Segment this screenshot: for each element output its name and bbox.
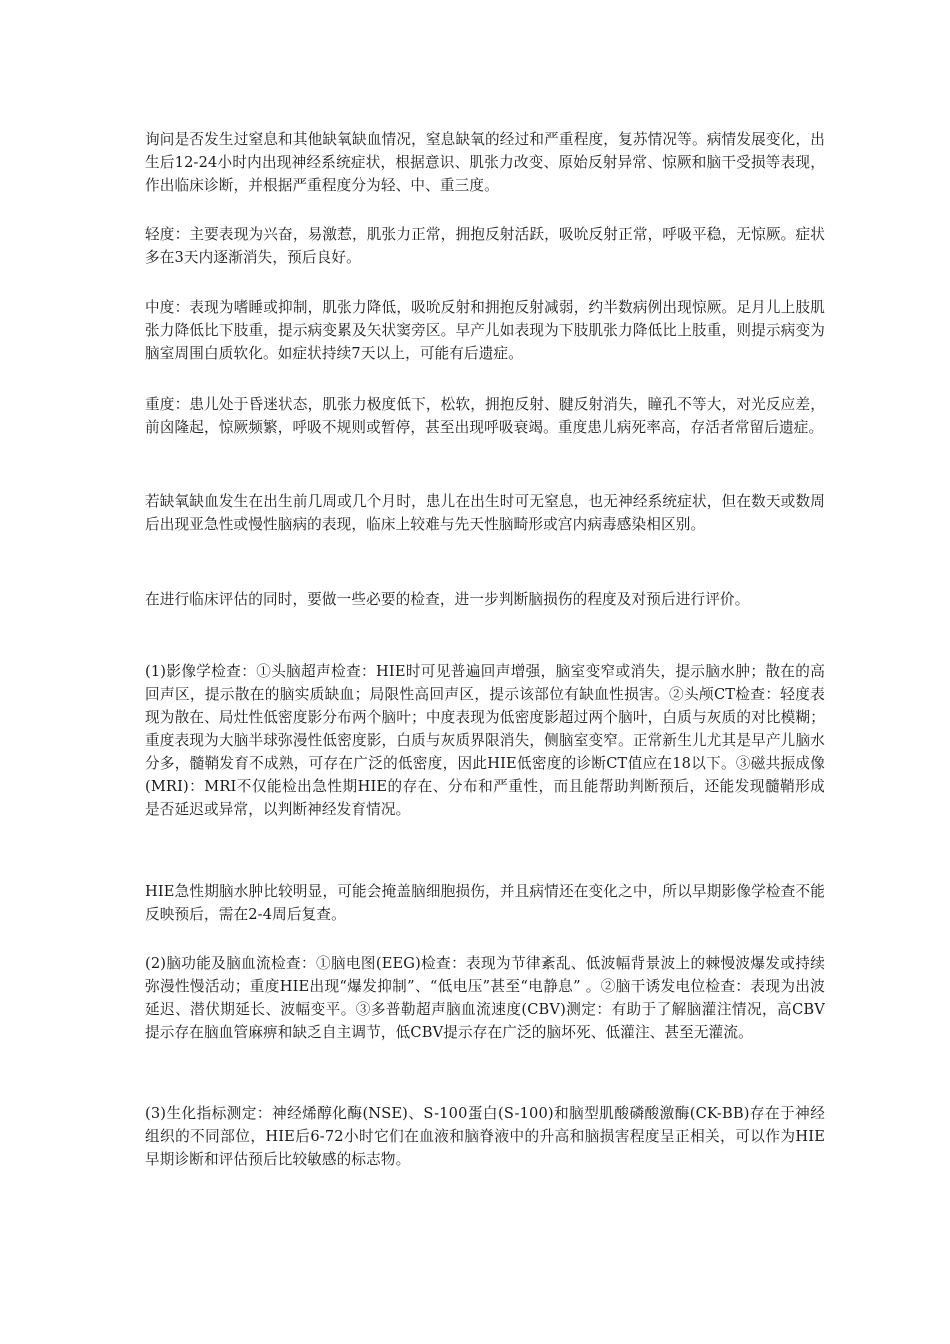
paragraph-mild-grade: 轻度：主要表现为兴奋，易激惹，肌张力正常，拥抱反射活跃，吸吮反射正常，呼吸平稳，无惊厥。症状多在3天内逐渐消失，预后良好。 (145, 226, 825, 266)
paragraph-brain-function-exam: (2)脑功能及脑血流检查：①脑电图(EEG)检查：表现为节律紊乱、低波幅背景波上的棘慢波爆发或持续弥漫性慢活动；重度HIE出现“爆发抑制”、“低电压”甚至“电静息” 。②脑干诱发电位检查：表现为出波延迟、潜伏期延长、波幅变平。③多普勒超声脑血流速度(CBV)测定：有助于了解脑灌注情况，高CBV提示存在脑血管麻痹和缺乏自主调节，低CBV提示存在广泛的脑坏死、低灌注、甚至无灌流。 (145, 955, 825, 1041)
paragraph-severe-grade: 重度：患儿处于昏迷状态，肌张力极度低下，松软，拥抱反射、腱反射消失，瞳孔不等大，对光反应差，前囟隆起，惊厥频繁，呼吸不规则或暂停，甚至出现呼吸衰竭。重度患儿病死率高，存活者常留后遗症。 (145, 396, 825, 436)
paragraph-history-inquiry: 询问是否发生过窒息和其他缺氧缺血情况，窒息缺氧的经过和严重程度，复苏情况等。病情发展变化，出生后12-24小时内出现神经系统症状，根据意识、肌张力改变、原始反射异常、惊厥和脑干受损等表现，作出临床诊断，并根据严重程度分为轻、中、重三度。 (145, 131, 825, 194)
paragraph-acute-edema: HIE急性期脑水肿比较明显，可能会掩盖脑细胞损伤，并且病情还在变化之中，所以早期影像学检查不能反映预后，需在2-4周后复查。 (145, 883, 825, 923)
paragraph-imaging-exam: (1)影像学检查：①头脑超声检查：HIE时可见普遍回声增强，脑室变窄或消失，提示脑水肿；散在的高回声区，提示散在的脑实质缺血；局限性高回声区，提示该部位有缺血性损害。②头颅CT检查：轻度表现为散在、局灶性低密度影分布两个脑叶；中度表现为低密度影超过两个脑叶，白质与灰质的对比模糊；重度表现为大脑半球弥漫性低密度影，白质与灰质界限消失，侧脑室变窄。正常新生儿尤其是早产儿脑水分多，髓鞘发育不成熟，可存在广泛的低密度，因此HIE低密度的诊断CT值应在18以下。③磁共振成像(MRI)：MRI不仅能检出急性期HIE的存在、分布和严重性，而且能帮助判断预后，还能发现髓鞘形成是否延迟或异常，以判断神经发育情况。 (145, 663, 825, 818)
paragraph-clinical-evaluation: 在进行临床评估的同时，要做一些必要的检查，进一步判断脑损伤的程度及对预后进行评价。 (145, 591, 750, 608)
paragraph-moderate-grade: 中度：表现为嗜睡或抑制，肌张力降低，吸吮反射和拥抱反射减弱，约半数病例出现惊厥。足月儿上肢肌张力降低比下肢重，提示病变累及矢状窦旁区。早产儿如表现为下肢肌张力降低比上肢重，则提示病变为脑室周围白质软化。如症状持续7天以上，可能有后遗症。 (145, 299, 825, 362)
paragraph-biochemical-markers: (3)生化指标测定：神经烯醇化酶(NSE)、S-100蛋白(S-100)和脑型肌酸磷酸激酶(CK-BB)存在于神经组织的不同部位，HIE后6-72小时它们在血液和脑脊液中的升高和脑损害程度呈正相关，可以作为HIE早期诊断和评估预后比较敏感的标志物。 (145, 1105, 825, 1168)
paragraph-prenatal-hypoxia: 若缺氧缺血发生在出生前几周或几个月时，患儿在出生时可无窒息，也无神经系统症状，但在数天或数周后出现亚急性或慢性脑病的表现，临床上较难与先天性脑畸形或宫内病毒感染相区别。 (145, 493, 825, 533)
